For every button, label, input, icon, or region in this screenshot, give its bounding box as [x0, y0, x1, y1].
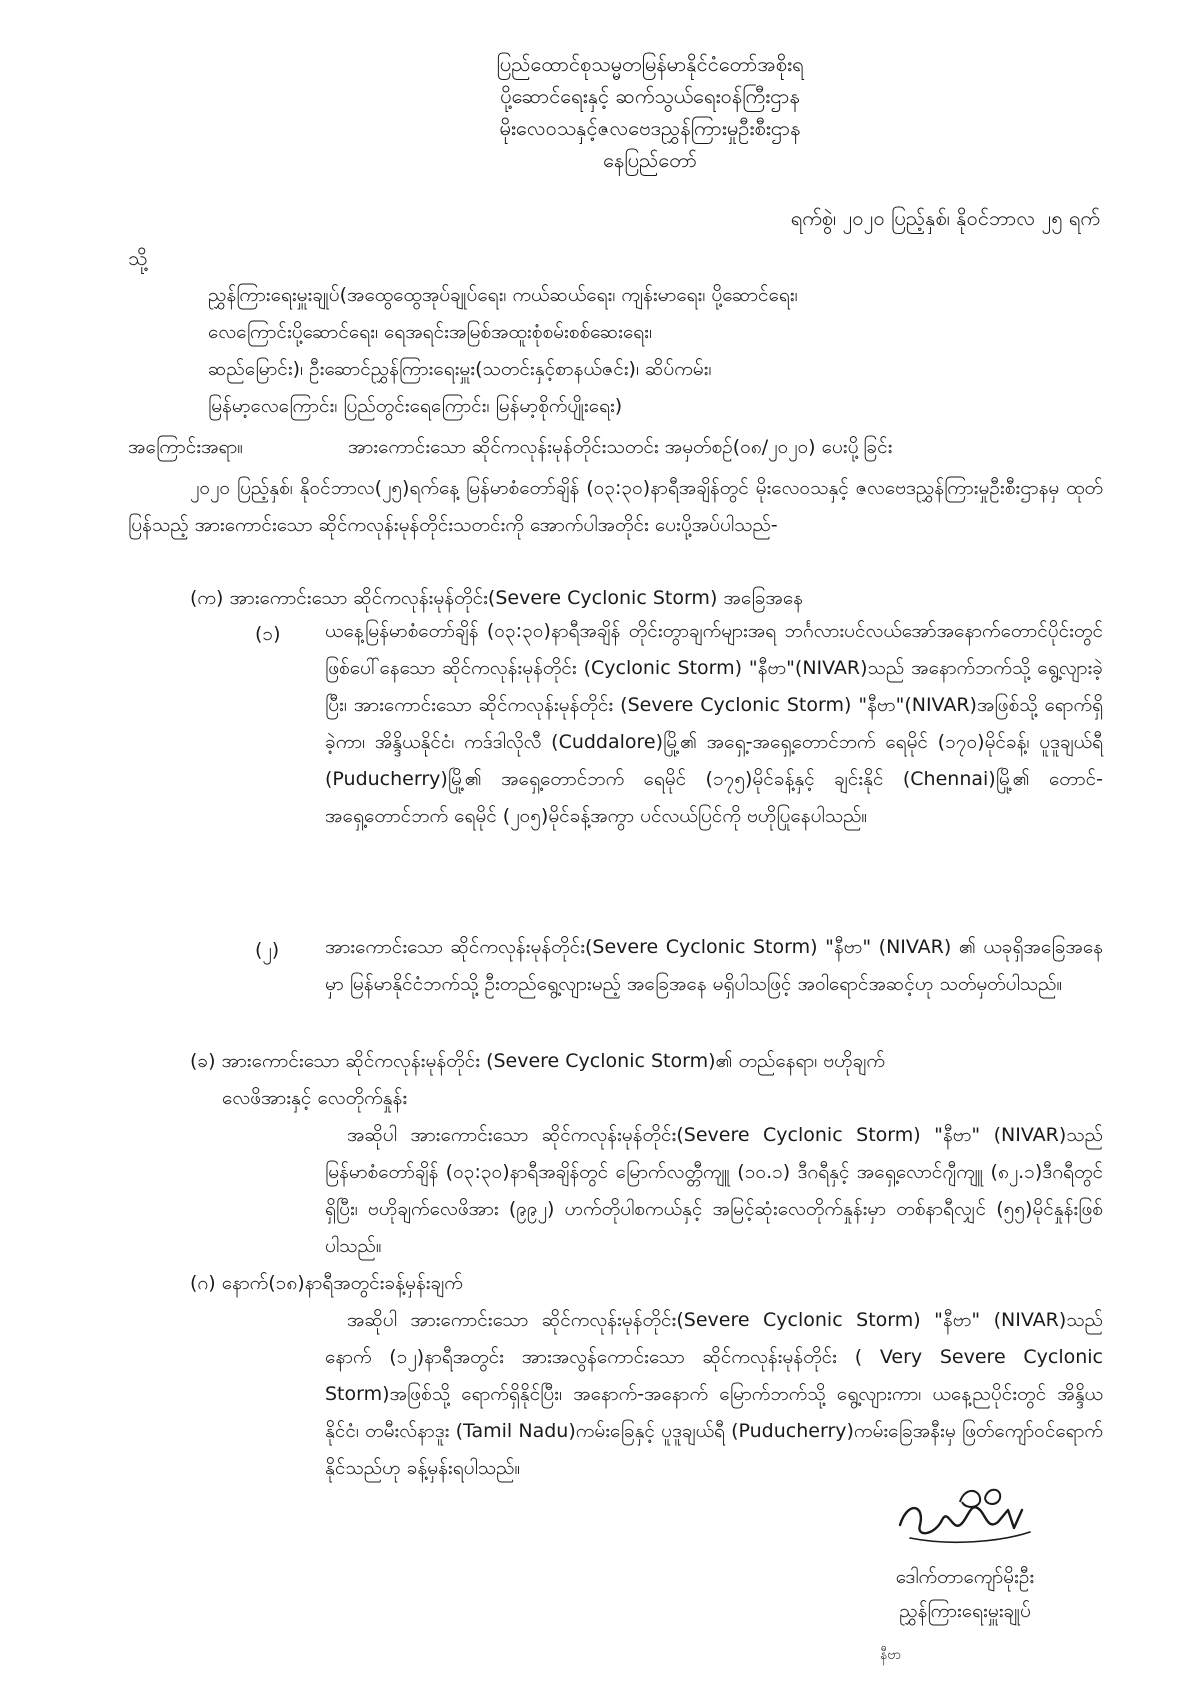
header-department: မိုးလေဝသနှင့်ဇလဗေဒညွှန်ကြားမှုဦးစီးဌာန [499, 116, 801, 140]
to-label: သို့ [128, 246, 148, 270]
section-ga-text: အဆိုပါ အားကောင်းသော ဆိုင်ကလုန်းမုန်တိုင်း(Severe Cyclonic Storm) "နီဗာ" (NIVAR)သည် နောက် (၁၂)နာရီအတွင်း အားအလွန်ကောင်းသော ဆိုင်ကလုန်းမုန်တိုင်း ( Very Severe Cyclonic Storm)အဖြစ်သို့ ရောက်ရှိနိုင်ပြီး၊ အနောက်-အနောက် မြောက်ဘက်သို့ ရွေ့လျားကာ၊ ယနေ့ညပိုင်းတွင် အိန္ဒိယနိုင်ငံ၊ တမီးလ်နာဒူး (Tamil Nadu)ကမ်းခြေနှင့် ပူဒူချယ်ရီ (Puducherry)ကမ်းခြေအနီးမှ ဖြတ်ကျော်ဝင်ရောက်နိုင်သည်ဟု ခန့်မှန်းရပါသည်။ [325, 1309, 1103, 1479]
intro-paragraph: ၂၀၂၀ ပြည့်နှစ်၊ နိုဝင်ဘာလ(၂၅)ရက်နေ့ မြန်မာစံတော်ချိန် (၀၃:၃၀)နာရီအချိန်တွင် မိုးလေဝသနှင့် ဇလဗေဒညွှန်ကြားမှုဦးစီးဌာနမှ ထုတ်ပြန်သည့် အားကောင်းသော ဆိုင်ကလုန်းမုန်တိုင်းသတင်းကို အောက်ပါအတိုင်း ပေးပို့အပ်ပါသည်- [128, 477, 1103, 536]
letterhead [390, 48, 910, 176]
section-kha-title-line2: လေဖိအားနှင့် လေတိုက်နှုန်း [222, 1087, 408, 1109]
signatory-title: ညွှန်ကြားရေးမှူးချုပ် [899, 1600, 1031, 1622]
section-ga-title: (ဂ) နောက်(၁၈)နာရီအတွင်းခန့်မှန်းချက် [190, 1272, 463, 1294]
header-ministry: ပို့ဆောင်ရေးနှင့် ဆက်သွယ်ရေးဝန်ကြီးဌာန [500, 84, 800, 108]
header-city: နေပြည်တော် [603, 148, 697, 172]
handwritten-signature [890, 1480, 1040, 1550]
recipient-line: မြန်မာ့လေကြောင်း၊ ပြည်တွင်းရေကြောင်း၊ မြန်မာ့စိုက်ပျိုးရေး) [208, 395, 623, 417]
subject-label: အကြောင်းအရာ။ [128, 436, 244, 458]
recipient-line: လေကြောင်းပို့ဆောင်ရေး၊ ရေအရင်းအမြစ်အထူးစုံစမ်းစစ်ဆေးရေး၊ [208, 321, 653, 343]
item-2-text: အားကောင်းသော ဆိုင်ကလုန်းမုန်တိုင်း(Severe Cyclonic Storm) "နီဗာ" (NIVAR) ၏ ယခုရှိအခြေအနေမှာ မြန်မာနိုင်ငံဘက်သို့ ဦးတည်ရွေ့လျားမည့် အခြေအနေ မရှိပါသဖြင့် အဝါရောင်အဆင့်ဟု သတ်မှတ်ပါသည်။ [325, 936, 1103, 995]
recipients-block [208, 277, 1088, 425]
section-ka-title: (က) အားကောင်းသော ဆိုင်ကလုန်းမုန်တိုင်း(Severe Cyclonic Storm) အခြေအနေ [190, 587, 803, 609]
subject-line [128, 435, 1108, 463]
signatory-block [840, 1560, 1090, 1628]
letter-date: ရက်စွဲ၊ ၂၀၂၀ ပြည့်နှစ်၊ နိုဝင်ဘာလ ၂၅ ရက် [790, 206, 1100, 230]
section-kha-text: အဆိုပါ အားကောင်းသော ဆိုင်ကလုန်းမုန်တိုင်း(Severe Cyclonic Storm) "နီဗာ" (NIVAR)သည် မြန်မာစံတော်ချိန် (၀၃:၃၀)နာရီအချိန်တွင် မြောက်လတ္တီကျူ (၁၀.၁) ဒီဂရီနှင့် အရှေ့လောင်ဂျီကျူ (၈၂.၁)ဒီဂရီတွင်ရှိပြီး၊ ဗဟိုချက်လေဖိအား (၉၉၂) ဟက်တိုပါစကယ်နှင့် အမြင့်ဆုံးလေတိုက်နှုန်းမှာ တစ်နာရီလျှင် (၅၅)မိုင်နှုန်းဖြစ်ပါသည်။ [325, 1124, 1103, 1257]
item-1-number: (၁) [255, 623, 281, 645]
header-government: ပြည်ထောင်စုသမ္မတမြန်မာနိုင်ငံတော်အစိုးရ [496, 52, 804, 76]
recipient-line: ဆည်မြောင်း)၊ ဦးဆောင်ညွှန်ကြားရေးမှူး(သတင်းနှင့်စာနယ်ဇင်း)၊ ဆိပ်ကမ်း၊ [208, 358, 712, 380]
item-2-number: (၂) [255, 939, 280, 961]
subject-text: အားကောင်းသော ဆိုင်ကလုန်းမုန်တိုင်းသတင်း အမှတ်စဉ်(၀၈/၂၀၂၀) ပေးပို့ခြင်း [348, 436, 893, 458]
recipient-line: ညွှန်ကြားရေးမှူးချုပ်(အထွေထွေအုပ်ချုပ်ရေး၊ ကယ်ဆယ်ရေး၊ ကျန်းမာရေး၊ ပို့ဆောင်ရေး၊ [208, 284, 798, 306]
signatory-name: ဒေါက်တာကျော်မိုးဦး [895, 1566, 1035, 1588]
item-1-text: ယနေ့မြန်မာစံတော်ချိန် (၀၃:၃၀)နာရီအချိန် တိုင်းတွာချက်များအရ ဘင်္ဂလားပင်လယ်အော်အနောက်တောင်ပိုင်းတွင် ဖြစ်ပေါ်နေသော ဆိုင်ကလုန်းမုန်တိုင်း (Cyclonic Storm) "နီဗာ"(NIVAR)သည် အနောက်ဘက်သို့ ရွေ့လျားခဲ့ပြီး၊ အားကောင်းသော ဆိုင်ကလုန်းမုန်တိုင်း (Severe Cyclonic Storm) "နီဗာ"(NIVAR)အဖြစ်သို့ ရောက်ရှိခဲ့ကာ၊ အိန္ဒိယနိုင်ငံ၊ ကဒ်ဒါလိုလီ (Cuddalore)မြို့၏ အရှေ့-အရှေ့တောင်ဘက် ရေမိုင် (၁၇၀)မိုင်ခန့်၊ ပူဒူချယ်ရီ (Puducherry)မြို့၏ အရှေ့တောင်ဘက် ရေမိုင် (၁၇၅)မိုင်ခန့်နှင့် ချင်းနိုင် (Chennai)မြို့၏ တောင်-အရှေ့တောင်ဘက် ရေမိုင် (၂၀၅)မိုင်ခန့်အကွာ ပင်လယ်ပြင်ကို ဗဟိုပြုနေပါသည်။ [325, 620, 1103, 827]
reference-initials: နီဗာ [880, 1647, 901, 1663]
section-kha-title-line1: (ခ) အားကောင်းသော ဆိုင်ကလုန်းမုန်တိုင်း (Severe Cyclonic Storm)၏ တည်နေရာ၊ ဗဟိုချက် [190, 1050, 885, 1072]
